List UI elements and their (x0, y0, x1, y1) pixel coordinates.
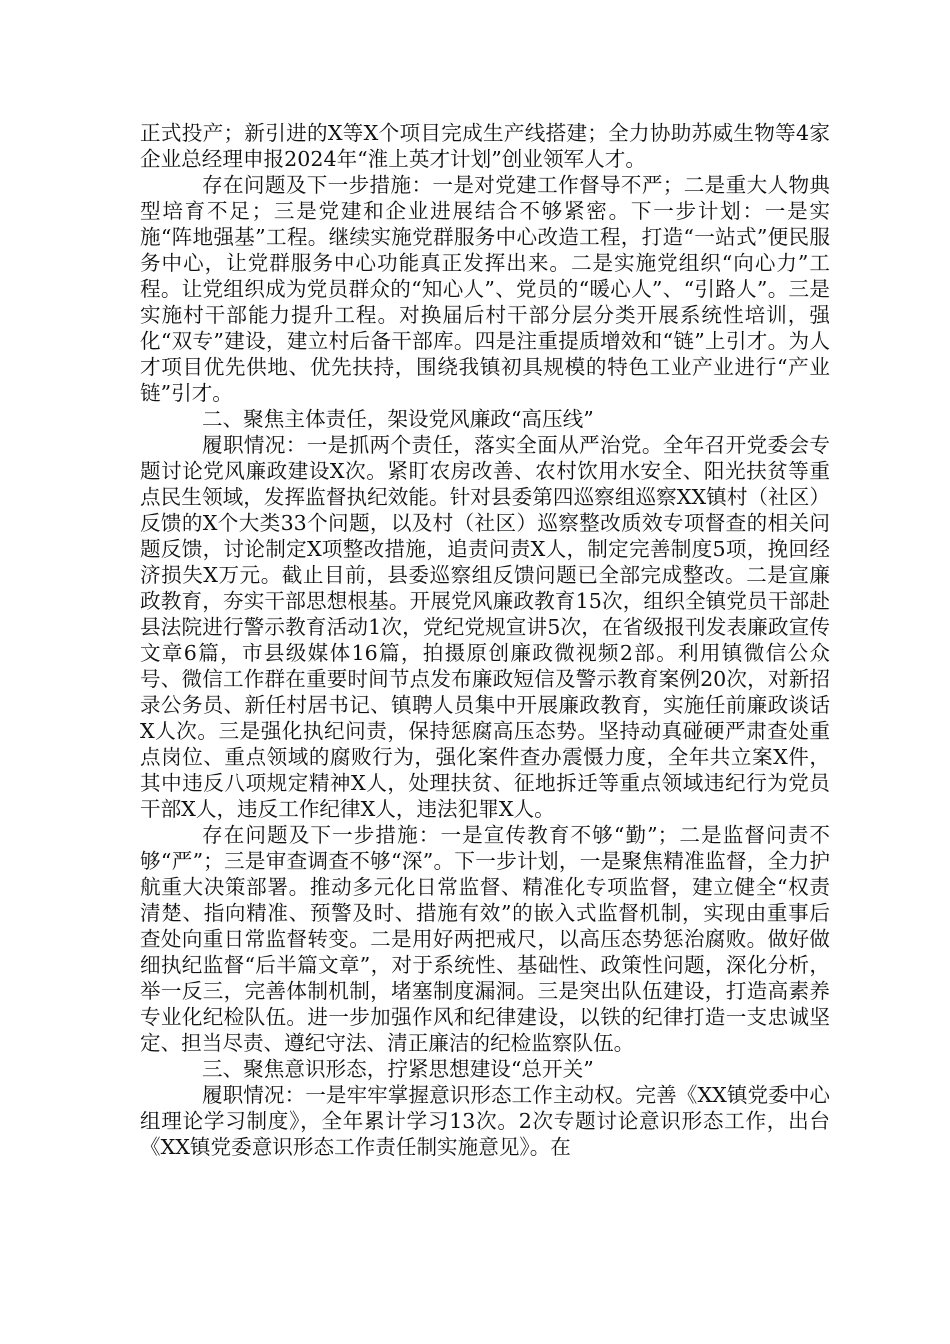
paragraph-continuation: 正式投产；新引进的X等X个项目完成生产线搭建；全力协助苏威生物等4家企业总经理申报2024年“淮上英才计划”创业领军人才。 (140, 121, 830, 171)
document-body (140, 120, 830, 1160)
paragraph-problems-integrity: 存在问题及下一步措施：一是宣传教育不够“勤”；二是监督问责不够“严”；三是审查调查不够“深”。下一步计划，一是聚焦精准监督，全力护航重大决策部署。推动多元化日常监督、精准化专项监督，建立健全“权责清楚、指向精准、预警及时、措施有效”的嵌入式监督机制，实现由重事后查处向重日常监督转变。二是用好两把戒尺，以高压态势惩治腐败。做好做细执纪监督“后半篇文章”，对于系统性、基础性、政策性问题，深化分析，举一反三，完善体制机制，堵塞制度漏洞。三是突出队伍建设，打造高素养专业化纪检队伍。进一步加强作风和纪律建设，以铁的纪律打造一支忠诚坚定、担当尽责、遵纪守法、清正廉洁的纪检监察队伍。 (140, 823, 830, 1055)
paragraph-problems-party-building: 存在问题及下一步措施：一是对党建工作督导不严；二是重大人物典型培育不足；三是党建和企业进展结合不够紧密。下一步计划：一是实施“阵地强基”工程。继续实施党群服务中心改造工程，打造“一站式”便民服务中心，让党群服务中心功能真正发挥出来。二是实施党组织“向心力”工程。让党组织成为党员群众的“知心人”、党员的“暖心人”、“引路人”。三是实施村干部能力提升工程。对换届后村干部分层分类开展系统性培训，强化“双专”建设，建立村后备干部库。四是注重提质增效和“链”上引才。为人才项目优先供地、优先扶持，围绕我镇初具规模的特色工业产业进行“产业链”引才。 (140, 173, 830, 405)
paragraph-duties-integrity: 履职情况：一是抓两个责任，落实全面从严治党。全年召开党委会专题讨论党风廉政建设X次。紧盯农房改善、农村饮用水安全、阳光扶贫等重点民生领域，发挥监督执纪效能。针对县委第四巡察组巡察XX镇村（社区）反馈的X个大类33个问题，以及村（社区）巡察整改质效专项督查的相关问题反馈，讨论制定X项整改措施，追责问责X人，制定完善制度5项，挽回经济损失X万元。截止目前，县委巡察组反馈问题已全部完成整改。二是宣廉政教育，夯实干部思想根基。开展党风廉政教育15次，组织全镇党员干部赴县法院进行警示教育活动1次，党纪党规宣讲5次，在省级报刊发表廉政宣传文章6篇，市县级媒体16篇，拍摄原创廉政微视频2部。利用镇微信公众号、微信工作群在重要时间节点发布廉政短信及警示教育案例20次，对新招录公务员、新任村居书记、镇聘人员集中开展廉政教育，实施任前廉政谈话X人次。三是强化执纪问责，保持惩腐高压态势。坚持动真碰硬严肃查处重点岗位、重点领域的腐败行为，强化案件查办震慑力度，全年共立案X件，其中违反八项规定精神X人，处理扶贫、征地拆迁等重点领域违纪行为党员干部X人，违反工作纪律X人，违法犯罪X人。 (140, 433, 830, 821)
section-heading-2: 二、聚焦主体责任，架设党风廉政“高压线” (202, 407, 594, 431)
paragraph-duties-ideology: 履职情况：一是牢牢掌握意识形态工作主动权。完善《XX镇党委中心组理论学习制度》，全年累计学习13次。2次专题讨论意识形态工作，出台《XX镇党委意识形态工作责任制实施意见》。在 (140, 1083, 830, 1159)
section-heading-3: 三、聚焦意识形态，拧紧思想建设“总开关” (202, 1057, 594, 1081)
